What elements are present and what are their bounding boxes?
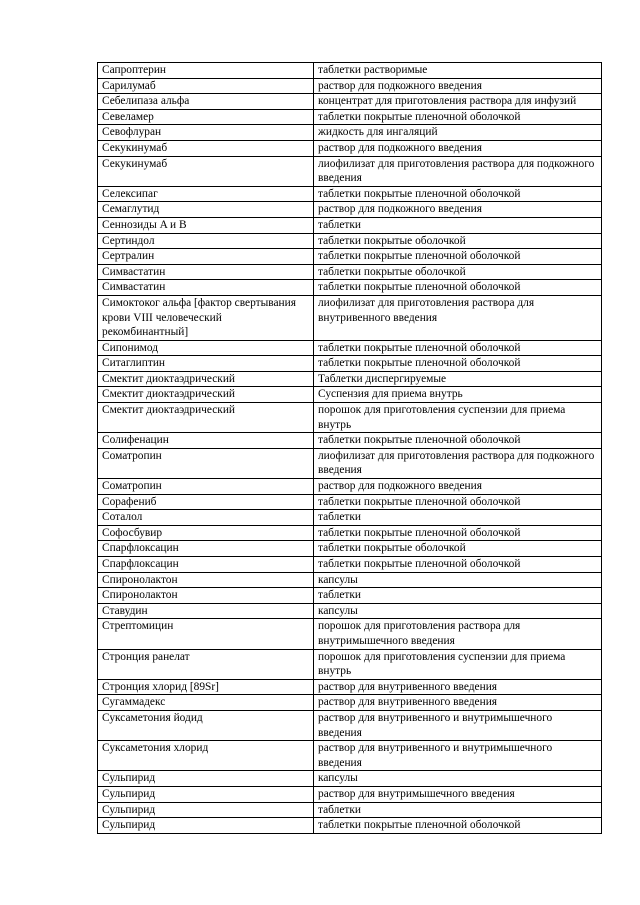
dosage-form-cell: таблетки покрытые пленочной оболочкой xyxy=(314,356,602,372)
table-row xyxy=(98,479,602,495)
drug-name-cell: Сульпирид xyxy=(98,802,314,818)
dosage-form-cell: таблетки xyxy=(314,510,602,526)
drug-name-cell: Смектит диоктаэдрический xyxy=(98,387,314,403)
drug-name-cell: Соталол xyxy=(98,510,314,526)
drug-name-cell: Спиронолактон xyxy=(98,572,314,588)
dosage-form-cell: таблетки покрытые пленочной оболочкой xyxy=(314,280,602,296)
table-row xyxy=(98,448,602,478)
table-row xyxy=(98,802,602,818)
drug-name-cell: Симоктоког альфа [фактор свертывания крови VIII человеческий рекомбинантный] xyxy=(98,295,314,340)
drug-name-cell: Солифенацин xyxy=(98,433,314,449)
table-row xyxy=(98,403,602,433)
table-row xyxy=(98,679,602,695)
dosage-form-cell: капсулы xyxy=(314,572,602,588)
dosage-form-cell: концентрат для приготовления раствора для инфузий xyxy=(314,94,602,110)
dosage-form-cell: таблетки покрытые пленочной оболочкой xyxy=(314,557,602,573)
table-row xyxy=(98,525,602,541)
table-row xyxy=(98,557,602,573)
drug-name-cell: Сапроптерин xyxy=(98,63,314,79)
table-row xyxy=(98,186,602,202)
drug-name-cell: Симвастатин xyxy=(98,280,314,296)
drug-name-cell: Сертралин xyxy=(98,249,314,265)
table-row xyxy=(98,572,602,588)
dosage-form-cell: таблетки покрытые пленочной оболочкой xyxy=(314,249,602,265)
drug-name-cell: Сеннозиды A и B xyxy=(98,217,314,233)
table-row xyxy=(98,649,602,679)
drug-name-cell: Смектит диоктаэдрический xyxy=(98,371,314,387)
dosage-form-cell: таблетки покрытые пленочной оболочкой xyxy=(314,109,602,125)
table-row xyxy=(98,264,602,280)
dosage-form-cell: лиофилизат для приготовления раствора для подкожного введения xyxy=(314,156,602,186)
dosage-form-cell: таблетки растворимые xyxy=(314,63,602,79)
drug-name-cell: Сульпирид xyxy=(98,818,314,834)
dosage-form-cell: таблетки покрытые пленочной оболочкой xyxy=(314,494,602,510)
table-row xyxy=(98,510,602,526)
dosage-form-cell: лиофилизат для приготовления раствора для подкожного введения xyxy=(314,448,602,478)
dosage-form-cell: капсулы xyxy=(314,603,602,619)
table-row xyxy=(98,494,602,510)
drug-name-cell: Сульпирид xyxy=(98,771,314,787)
dosage-form-cell: лиофилизат для приготовления раствора для внутривенного введения xyxy=(314,295,602,340)
dosage-form-cell: раствор для подкожного введения xyxy=(314,479,602,495)
drug-table-body xyxy=(98,63,602,834)
drug-name-cell: Сарилумаб xyxy=(98,78,314,94)
table-row xyxy=(98,249,602,265)
dosage-form-cell: порошок для приготовления суспензии для приема внутрь xyxy=(314,649,602,679)
drug-name-cell: Секукинумаб xyxy=(98,156,314,186)
table-row xyxy=(98,63,602,79)
drug-name-cell: Софосбувир xyxy=(98,525,314,541)
drug-name-cell: Секукинумаб xyxy=(98,140,314,156)
dosage-form-cell: порошок для приготовления суспензии для приема внутрь xyxy=(314,403,602,433)
table-row xyxy=(98,140,602,156)
table-row xyxy=(98,340,602,356)
drug-name-cell: Севеламер xyxy=(98,109,314,125)
table-row xyxy=(98,619,602,649)
dosage-form-cell: таблетки xyxy=(314,217,602,233)
dosage-form-cell: таблетки xyxy=(314,588,602,604)
drug-name-cell: Себелипаза альфа xyxy=(98,94,314,110)
dosage-form-cell: Таблетки диспергируемые xyxy=(314,371,602,387)
table-row xyxy=(98,588,602,604)
drug-name-cell: Спарфлоксацин xyxy=(98,541,314,557)
table-row xyxy=(98,94,602,110)
drug-name-cell: Сорафениб xyxy=(98,494,314,510)
dosage-form-cell: таблетки покрытые пленочной оболочкой xyxy=(314,186,602,202)
table-row xyxy=(98,387,602,403)
table-row xyxy=(98,818,602,834)
dosage-form-cell: раствор для внутривенного и внутримышечного введения xyxy=(314,710,602,740)
table-row xyxy=(98,109,602,125)
drug-name-cell: Смектит диоктаэдрический xyxy=(98,403,314,433)
dosage-form-cell: жидкость для ингаляций xyxy=(314,125,602,141)
dosage-form-cell: таблетки покрытые оболочкой xyxy=(314,233,602,249)
drug-name-cell: Стронция хлорид [89Sr] xyxy=(98,679,314,695)
drug-name-cell: Ставудин xyxy=(98,603,314,619)
document-page xyxy=(97,62,601,834)
drug-name-cell: Сертиндол xyxy=(98,233,314,249)
drug-name-cell: Спиронолактон xyxy=(98,588,314,604)
drug-name-cell: Ситаглиптин xyxy=(98,356,314,372)
table-row xyxy=(98,371,602,387)
drug-name-cell: Сипонимод xyxy=(98,340,314,356)
drug-name-cell: Севофлуран xyxy=(98,125,314,141)
dosage-form-cell: таблетки покрытые оболочкой xyxy=(314,264,602,280)
drug-name-cell: Стронция ранелат xyxy=(98,649,314,679)
table-row xyxy=(98,541,602,557)
drug-name-cell: Суксаметония хлорид xyxy=(98,741,314,771)
drug-name-cell: Соматропин xyxy=(98,448,314,478)
table-row xyxy=(98,603,602,619)
table-row xyxy=(98,156,602,186)
drug-name-cell: Сульпирид xyxy=(98,786,314,802)
table-row xyxy=(98,710,602,740)
table-row xyxy=(98,356,602,372)
table-row xyxy=(98,217,602,233)
dosage-form-cell: таблетки покрытые пленочной оболочкой xyxy=(314,433,602,449)
dosage-form-cell: таблетки xyxy=(314,802,602,818)
drug-table xyxy=(97,62,602,834)
table-row xyxy=(98,125,602,141)
dosage-form-cell: капсулы xyxy=(314,771,602,787)
table-row xyxy=(98,741,602,771)
dosage-form-cell: раствор для внутривенного введения xyxy=(314,679,602,695)
dosage-form-cell: раствор для подкожного введения xyxy=(314,140,602,156)
dosage-form-cell: таблетки покрытые пленочной оболочкой xyxy=(314,818,602,834)
dosage-form-cell: раствор для подкожного введения xyxy=(314,78,602,94)
dosage-form-cell: порошок для приготовления раствора для внутримышечного введения xyxy=(314,619,602,649)
table-row xyxy=(98,295,602,340)
drug-name-cell: Суксаметония йодид xyxy=(98,710,314,740)
drug-name-cell: Сугаммадекс xyxy=(98,695,314,711)
dosage-form-cell: раствор для внутривенного и внутримышечного введения xyxy=(314,741,602,771)
dosage-form-cell: раствор для внутримышечного введения xyxy=(314,786,602,802)
table-row xyxy=(98,786,602,802)
dosage-form-cell: таблетки покрытые пленочной оболочкой xyxy=(314,340,602,356)
table-row xyxy=(98,433,602,449)
drug-name-cell: Селексипаг xyxy=(98,186,314,202)
table-row xyxy=(98,78,602,94)
table-row xyxy=(98,695,602,711)
drug-name-cell: Стрептомицин xyxy=(98,619,314,649)
dosage-form-cell: раствор для внутривенного введения xyxy=(314,695,602,711)
dosage-form-cell: таблетки покрытые оболочкой xyxy=(314,541,602,557)
table-row xyxy=(98,202,602,218)
table-row xyxy=(98,233,602,249)
drug-name-cell: Спарфлоксацин xyxy=(98,557,314,573)
drug-name-cell: Семаглутид xyxy=(98,202,314,218)
dosage-form-cell: таблетки покрытые пленочной оболочкой xyxy=(314,525,602,541)
table-row xyxy=(98,771,602,787)
dosage-form-cell: раствор для подкожного введения xyxy=(314,202,602,218)
table-row xyxy=(98,280,602,296)
dosage-form-cell: Суспензия для приема внутрь xyxy=(314,387,602,403)
drug-name-cell: Симвастатин xyxy=(98,264,314,280)
drug-name-cell: Соматропин xyxy=(98,479,314,495)
